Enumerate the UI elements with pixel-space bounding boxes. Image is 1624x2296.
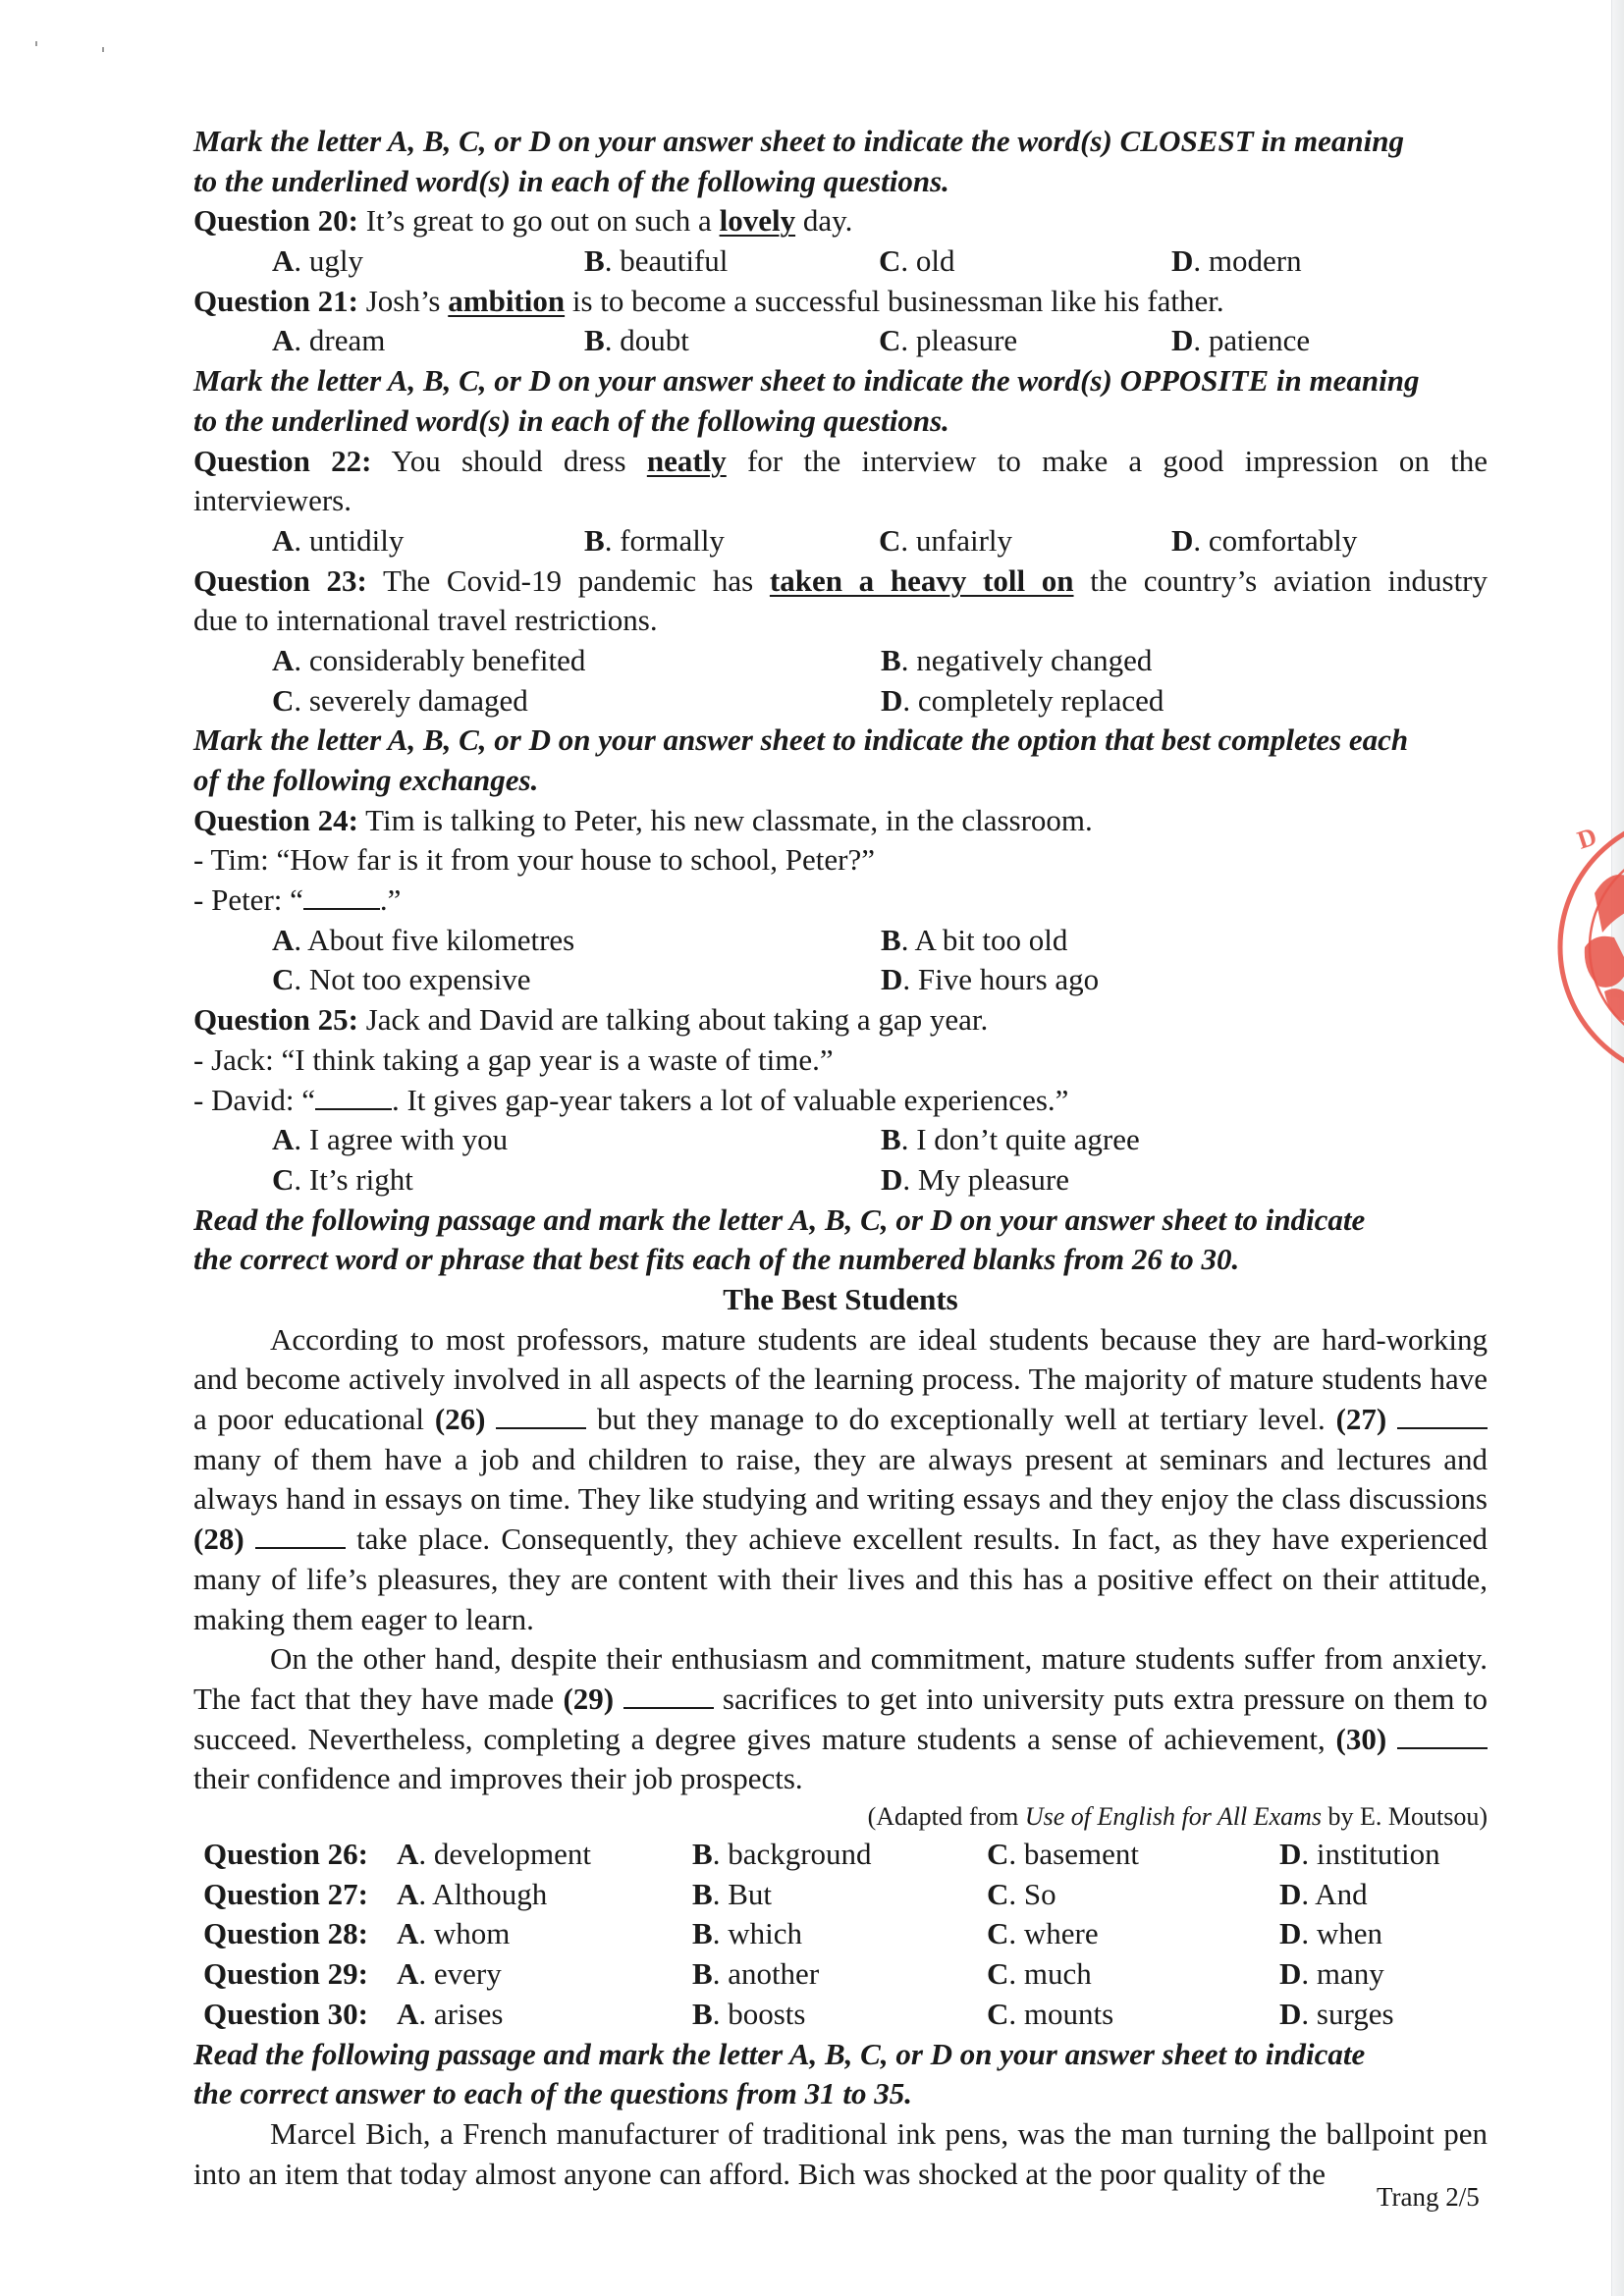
section-instruction-exchanges-cont: of the following exchanges. [193, 763, 539, 797]
question-20-options [193, 241, 1488, 282]
option-c[interactable]: C. severely damaged [272, 682, 528, 718]
option-a[interactable]: A. dream [272, 323, 386, 358]
option-d[interactable]: D. completely replaced [881, 682, 1164, 718]
blank-number: (29) [563, 1681, 615, 1716]
section-instruction-cloze: Read the following passage and mark the letter A, B, C, or D on your answer sheet to indicate [193, 1201, 1366, 1237]
option-a[interactable]: A. I agree with you [272, 1122, 509, 1157]
option-c[interactable]: C. So [987, 1876, 1056, 1911]
official-stamp-icon [1555, 800, 1624, 1095]
question-text: day. [795, 203, 853, 239]
option-d[interactable]: D. surges [1279, 1996, 1394, 2031]
reading-passage-paragraph: Marcel Bich, a French manufacturer of traditional ink pens, was the man turning the ballpoint pen into an item that today almost anyone can afford. Bich was shocked at the poor quality of the [193, 2115, 1488, 2191]
question-23-options-row1 [193, 641, 1488, 681]
blank-number: (28) [193, 1522, 244, 1557]
exam-page-content [193, 122, 1488, 2194]
option-d[interactable]: D. patience [1171, 323, 1311, 358]
question-22-options [193, 521, 1488, 561]
option-d[interactable]: D. And [1279, 1876, 1368, 1911]
question-25 [193, 1000, 1488, 1041]
dialogue-line-tim: - Tim: “How far is it from your house to school, Peter?” [193, 842, 875, 878]
question-23-continuation: due to international travel restrictions. [193, 603, 658, 638]
option-b[interactable]: B. another [692, 1956, 820, 1992]
option-b[interactable]: B. which [692, 1916, 802, 1951]
question-text: for the interview to make a good impression on the [726, 443, 1488, 478]
question-label: Question 25: [193, 1002, 358, 1038]
question-label: Question 22: [193, 443, 372, 478]
svg-text:D: D [1573, 822, 1600, 855]
option-b[interactable]: B. doubt [584, 323, 689, 358]
option-d[interactable]: D. institution [1279, 1837, 1440, 1872]
dialogue-line-peter: - Peter: “ .” [193, 882, 402, 918]
passage-title: The Best Students [723, 1281, 958, 1316]
blank-number: (27) [1335, 1402, 1387, 1437]
cloze-question-row: Question 27: A. Although B. But C. So D. And [193, 1875, 1488, 1915]
option-b[interactable]: B. negatively changed [881, 642, 1153, 677]
answer-blank [315, 1087, 392, 1110]
option-b[interactable]: B. I don’t quite agree [881, 1122, 1140, 1157]
answer-blank [255, 1525, 346, 1549]
question-25-options-row1 [193, 1120, 1488, 1160]
section-instruction-closest-cont: to the underlined word(s) in each of the following questions. [193, 163, 949, 198]
option-a[interactable]: A. development [397, 1837, 592, 1872]
section-instruction-cloze-cont: the correct word or phrase that best fits each of the numbered blanks from 26 to 30. [193, 1242, 1240, 1277]
passage-source: (Adapted from Use of English for All Exams by E. Moutsou) [867, 1802, 1488, 1832]
question-label: Question 20: [193, 203, 358, 239]
section-instruction-opposite-cont: to the underlined word(s) in each of the following questions. [193, 402, 949, 438]
question-text: Tim is talking to Peter, his new classmate, in the classroom. [357, 802, 1093, 837]
question-23-options-row2 [193, 681, 1488, 721]
option-a[interactable]: A. arises [397, 1996, 504, 2031]
underlined-phrase: taken a heavy toll on [769, 562, 1074, 598]
underlined-word: ambition [448, 283, 566, 318]
question-24-options-row1 [193, 921, 1488, 961]
option-c[interactable]: C. where [987, 1916, 1099, 1951]
question-label: Question 24: [193, 802, 358, 837]
question-21 [193, 282, 1488, 322]
option-c[interactable]: C. Not too expensive [272, 962, 531, 997]
dialogue-line-jack: - Jack: “I think taking a gap year is a waste of time.” [193, 1041, 834, 1077]
question-text: It’s great to go out on such a [357, 203, 720, 239]
cloze-question-row: Question 29: A. every B. another C. much D. many [193, 1954, 1488, 1995]
section-instruction-reading-cont: the correct answer to each of the questions from 31 to 35. [193, 2076, 912, 2111]
option-d[interactable]: D. Five hours ago [881, 962, 1100, 997]
question-label: Question 23: [193, 562, 367, 598]
option-b[interactable]: B. boosts [692, 1996, 806, 2031]
question-24-options-row2 [193, 960, 1488, 1000]
question-21-options [193, 321, 1488, 361]
passage-paragraph-1: According to most professors, mature students are ideal students because they are hard-working and become actively involved in all aspects of the learning process. The majority of mature students have a poor educational (26) but they manage to do exceptionally well at tertiary level. (27) many of them have a job and children to raise, they are always present at seminars and lectures and always hand in essays on time. They like studying and writing essays and they enjoy the class discussions (28) take place. Consequently, they achieve excellent results. In fact, as they have experienced many of life’s pleasures, they are content with their lives and this has a positive effect on their attitude, making them eager to learn. [193, 1321, 1488, 1636]
passage-paragraph-2: On the other hand, despite their enthusiasm and commitment, mature students suffer from anxiety. The fact that they have made (29) sacrifices to get into university puts extra pressure on them to succeed. Nevertheless, completing a degree gives mature students a sense of achievement, (30) their confidence and improves their job prospects. [193, 1641, 1488, 1796]
option-d[interactable]: D. comfortably [1171, 522, 1358, 558]
section-instruction-opposite: Mark the letter A, B, C, or D on your answer sheet to indicate the word(s) OPPOSITE in meaning [193, 363, 1420, 399]
option-c[interactable]: C. basement [987, 1837, 1139, 1872]
option-a[interactable]: A. every [397, 1956, 502, 1992]
answer-blank [623, 1685, 714, 1709]
option-a[interactable]: A. ugly [272, 243, 364, 279]
scanned-page-edge [1611, 0, 1624, 2296]
option-c[interactable]: C. pleasure [879, 323, 1018, 358]
option-c[interactable]: C. mounts [987, 1996, 1114, 2031]
underlined-word: lovely [719, 203, 796, 239]
option-b[interactable]: B. A bit too old [881, 922, 1068, 957]
scan-speck [102, 47, 104, 52]
option-c[interactable]: C. It’s right [272, 1161, 413, 1197]
option-d[interactable]: D. many [1279, 1956, 1384, 1992]
question-20 [193, 201, 1488, 241]
section-instruction-closest: Mark the letter A, B, C, or D on your answer sheet to indicate the word(s) CLOSEST in meaning [193, 124, 1404, 158]
option-a[interactable]: A. Although [397, 1876, 548, 1911]
option-d[interactable]: D. when [1279, 1916, 1383, 1951]
option-d[interactable]: D. My pleasure [881, 1161, 1069, 1197]
option-c[interactable]: C. much [987, 1956, 1092, 1992]
section-instruction-exchanges: Mark the letter A, B, C, or D on your answer sheet to indicate the option that best completes each [193, 722, 1409, 758]
answer-blank [1397, 1726, 1488, 1749]
question-22-continuation: interviewers. [193, 483, 352, 518]
cloze-question-row: Question 26: A. development B. background C. basement D. institution [193, 1835, 1488, 1875]
option-c[interactable]: C. old [879, 243, 955, 279]
option-c[interactable]: C. unfairly [879, 522, 1013, 558]
question-label: Question 21: [193, 283, 358, 318]
blank-number: (30) [1335, 1721, 1387, 1756]
question-text: Jack and David are talking about taking a gap year. [357, 1002, 989, 1038]
option-a[interactable]: A. untidily [272, 522, 405, 558]
question-24 [193, 801, 1488, 841]
question-23 [193, 561, 1488, 602]
option-d[interactable]: D. modern [1171, 243, 1302, 279]
answer-blank [496, 1406, 586, 1429]
answer-blank [1397, 1406, 1488, 1429]
scan-speck [35, 41, 37, 46]
cloze-questions-table [193, 1835, 1488, 2034]
blank-number: (26) [434, 1402, 486, 1437]
option-b[interactable]: B. beautiful [584, 243, 729, 279]
question-22 [193, 442, 1488, 482]
question-text: You should dress [371, 443, 647, 478]
question-text: the country’s aviation industry [1073, 562, 1489, 598]
underlined-word: neatly [646, 443, 727, 478]
cloze-question-row: Question 30: A. arises B. boosts C. mounts D. surges [193, 1995, 1488, 2035]
option-b[interactable]: B. formally [584, 522, 725, 558]
answer-blank [303, 886, 380, 910]
question-text: The Covid-19 pandemic has [366, 562, 770, 598]
cloze-question-row: Question 28: A. whom B. which C. where D. when [193, 1914, 1488, 1954]
section-instruction-reading: Read the following passage and mark the letter A, B, C, or D on your answer sheet to indicate [193, 2036, 1366, 2071]
question-text: Josh’s [357, 283, 449, 318]
dialogue-line-david: - David: “ . It gives gap-year takers a lot of valuable experiences.” [193, 1082, 1069, 1117]
page-number: Trang 2/5 [1377, 2182, 1480, 2212]
option-b[interactable]: B. But [692, 1876, 772, 1911]
option-a[interactable]: A. considerably benefited [272, 642, 586, 677]
question-25-options-row2 [193, 1160, 1488, 1201]
option-a[interactable]: A. About five kilometres [272, 922, 575, 957]
option-b[interactable]: B. background [692, 1837, 872, 1872]
option-a[interactable]: A. whom [397, 1916, 511, 1951]
question-text: is to become a successful businessman like his father. [565, 283, 1224, 318]
